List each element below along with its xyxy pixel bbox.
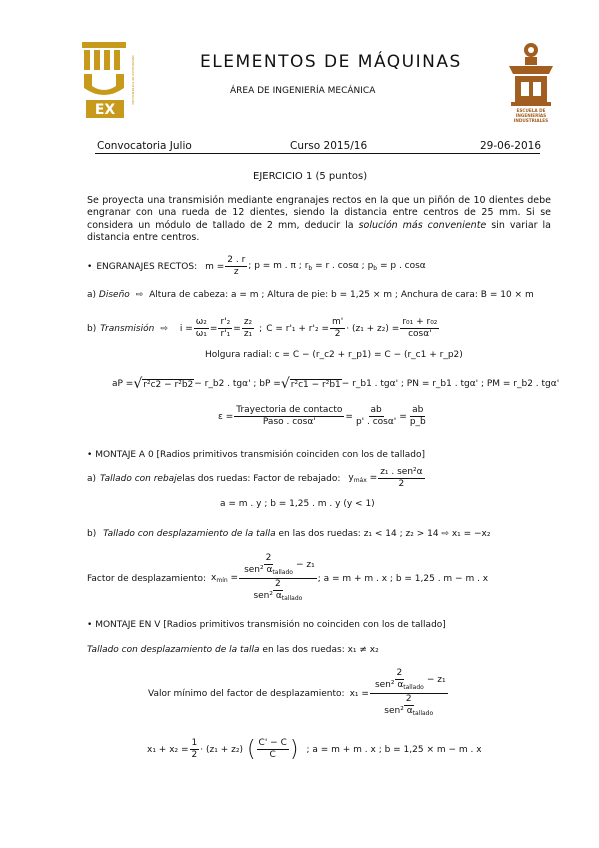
contact-segments-line: aP = √ r²c2 − r²b2 − r_b2 . tgα' ; bP = √ r²c1 − r²b1 − r_b1 . tgα' ; PN = r_b1 . tgα' ; PM = r_b2 . tgα': [112, 376, 560, 392]
transmision-line: b) Transmisión ⇨ i = $\frac{\text{ω₂}}{\text{ω₁}}$ = $\frac{\text{r'₂}}{\text{r'₁}}$ = $\frac{\text{z₂}}{\text{z₁}}$ ; C = r'₁ + r'₂ = $\frac{m'}{2}$ · (z₁ + z₂) = $\frac{\text{r₀₁ + r₀₂}}{\cos\alpha'}$: [87, 317, 438, 339]
sqrt-icon: √: [133, 376, 143, 392]
contact-ratio-fraction-2: $\frac{ab}{p' . \cos\alpha'}$: [355, 405, 397, 427]
diseno-title: Diseño: [98, 290, 130, 300]
engranajes-label: ENGRANAJES RECTOS:: [96, 261, 198, 272]
contact-ratio-fraction-3: $\frac{ab}{p\_b}$: [409, 405, 426, 427]
sqrt-icon: √: [280, 376, 290, 392]
center-variation-fraction: $\frac{C' - C}{C}$: [258, 738, 287, 760]
diseno-line: a) Diseño ⇨ Altura de cabeza: a = m ; Altura de pie: b = 1,25 × m ; Anchura de cara: B = 10 × m: [87, 290, 534, 300]
montaje-a0-heading: • MONTAJE A 0 [Radios primitivos transmisión coinciden con los de tallado]: [87, 450, 426, 460]
exercise-heading: EJERCICIO 1 (5 puntos): [253, 171, 368, 182]
right-paren: ): [289, 736, 299, 762]
statement-text: Se proyecta una transmisión mediante engranajes rectos en la que un piñón de 10 dientes debe engranar con una rueda de 12 dientes, siendo la distancia entre centros de 25 mm. Si se considera un módulo de tallado de 2 mm, deducir la: [87, 195, 551, 231]
escuela-logo-graphic: [505, 40, 557, 125]
statement-end: sin variar la distancia entre centros.: [87, 219, 551, 243]
svg-text:UNIVERSIDAD DE EXTREMADURA: UNIVERSIDAD DE EXTREMADURA: [131, 55, 135, 105]
half-fraction: $\frac{1}{2}$: [191, 738, 198, 760]
left-paren: (: [246, 736, 256, 762]
bullet: •: [87, 261, 93, 272]
center-distance-fraction: $\frac{m'}{2}$: [331, 317, 344, 339]
header-divider: [95, 153, 540, 154]
desplazamiento-line: b) Tallado con desplazamiento de la talla en las dos ruedas: z₁ < 14 ; z₂ > 14 ⇨ x₁ = −x₂: [87, 529, 491, 539]
bullet: •: [87, 450, 93, 460]
escuela-logo: [505, 40, 557, 125]
diseno-text: Altura de cabeza: a = m ; Altura de pie: b = 1,25 × m ; Anchura de cara: B = 10 × m: [149, 290, 534, 300]
arrow-icon: ⇨: [160, 323, 168, 334]
omega-ratio: $\frac{\text{ω₂}}{\text{ω₁}}$: [195, 317, 207, 339]
montaje-v-heading: • MONTAJE EN V [Radios primitivos transmisión no coinciden con los de tallado]: [87, 620, 446, 630]
exam-date: 29-06-2016: [480, 140, 542, 152]
radius-ratio: $\frac{\text{r'₂}}{\text{r'₁}}$: [220, 317, 231, 339]
contact-ratio-line: ε = $\frac{\text{Trayectoria de contacto}}{\text{Paso . cosα'}}$ = $\frac{ab}{p' . \cos\alpha'}$ = $\frac{ab}{p\_b}$: [218, 405, 426, 427]
engranajes-rectos-line: [87, 255, 426, 278]
montaje-v-desplazamiento-line: Tallado con desplazamiento de la talla en las dos ruedas: x₁ ≠ x₂: [87, 645, 379, 655]
rebaje-equations: a = m . y ; b = 1,25 . m . y (y < 1): [220, 499, 375, 509]
xmin-fraction: $\frac{2}{sen^2 \alpha_{tallado}}$ − z₁ $\frac{2}{sen^2 \alpha_{tallado}}$: [239, 553, 317, 604]
svg-text:INGENIERÍAS: INGENIERÍAS: [515, 113, 547, 118]
transmision-title: Transmisión: [100, 323, 155, 334]
holgura-radial: Holgura radial: c = C − (r_c2 + r_p1) = C − (r_c1 + r_p2): [205, 350, 463, 360]
convocatoria-label: Convocatoria Julio: [97, 140, 192, 152]
curso-label: Curso 2015/16: [290, 140, 368, 152]
svg-text:INDUSTRIALES: INDUSTRIALES: [513, 118, 549, 123]
arrow-icon: ⇨: [135, 290, 144, 300]
teeth-ratio: $\frac{\text{z₂}}{\text{z₁}}$: [243, 317, 253, 339]
uex-logo: [80, 40, 138, 120]
desplazamiento-title: Tallado con desplazamiento de la talla: [103, 529, 276, 539]
document-title: ELEMENTOS DE MÁQUINAS: [200, 52, 462, 72]
rebaje-line: a) Tallado con rebaje las dos ruedas: Factor de rebajado: $y_{máx}$ = $\frac{\text{z₁ . sen²α}}{2}$: [87, 467, 423, 489]
x1-fraction: $\frac{2}{sen^2 \alpha_{tallado}}$ − z₁ $\frac{2}{sen^2 \alpha_{tallado}}$: [370, 668, 448, 719]
svg-text:ESCUELA DE: ESCUELA DE: [516, 108, 546, 113]
department-subtitle: ÁREA DE INGENIERÍA MECÁNICA: [230, 86, 376, 96]
factor-desplazamiento-line: Factor de desplazamiento: $x_{mín}$ = $\frac{2}{sen^2 \alpha_{tallado}}$ − z₁ $\frac{2}{sen^2 \alpha_{tallado}}$ ; a = m + m . x ; b = 1,25 . m − m . x: [87, 553, 489, 602]
gear-formulas: ; p = m . π ; $r_b = r$ . cosα ; $p_b = p$ . cosα: [248, 261, 426, 272]
contact-ratio-fraction-1: $\frac{\text{Trayectoria de contacto}}{\text{Paso . cosα'}}$: [236, 405, 343, 427]
svg-text:EX: EX: [94, 102, 116, 118]
bullet: •: [87, 620, 93, 630]
rebaje-title: Tallado con rebaje: [100, 473, 183, 484]
sum-displacement-line: x₁ + x₂ = $\frac{1}{2}$ · (z₁ + z₂) ( $\frac{C' - C}{C}$ ) ; a = m + m . x ; b = 1,25 × m − m . x: [147, 736, 482, 762]
xmin-symbol: $x_{mín}$ =: [211, 573, 239, 584]
ymax-fraction: $\frac{\text{z₁ . sen²α}}{2}$: [380, 467, 423, 489]
exercise-statement: [87, 195, 551, 244]
module-formula-lhs: m =: [205, 261, 225, 272]
valor-minimo-line: Valor mínimo del factor de desplazamiento: x₁ = $\frac{2}{sen^2 \alpha_{tallado}}$ − z₁ $\frac{2}{sen^2 \alpha_{tallado}}$: [148, 668, 446, 717]
module-fraction: $\frac{2 . r}{z}$: [227, 255, 246, 277]
ymax-symbol: $y_{máx}$ =: [348, 473, 378, 484]
center-distance-cos-fraction: $\frac{\text{r₀₁ + r₀₂}}{\cos\alpha'}$: [402, 317, 438, 339]
uex-logo-graphic: [80, 40, 138, 120]
statement-emphasis: solución más conveniente: [358, 219, 487, 231]
